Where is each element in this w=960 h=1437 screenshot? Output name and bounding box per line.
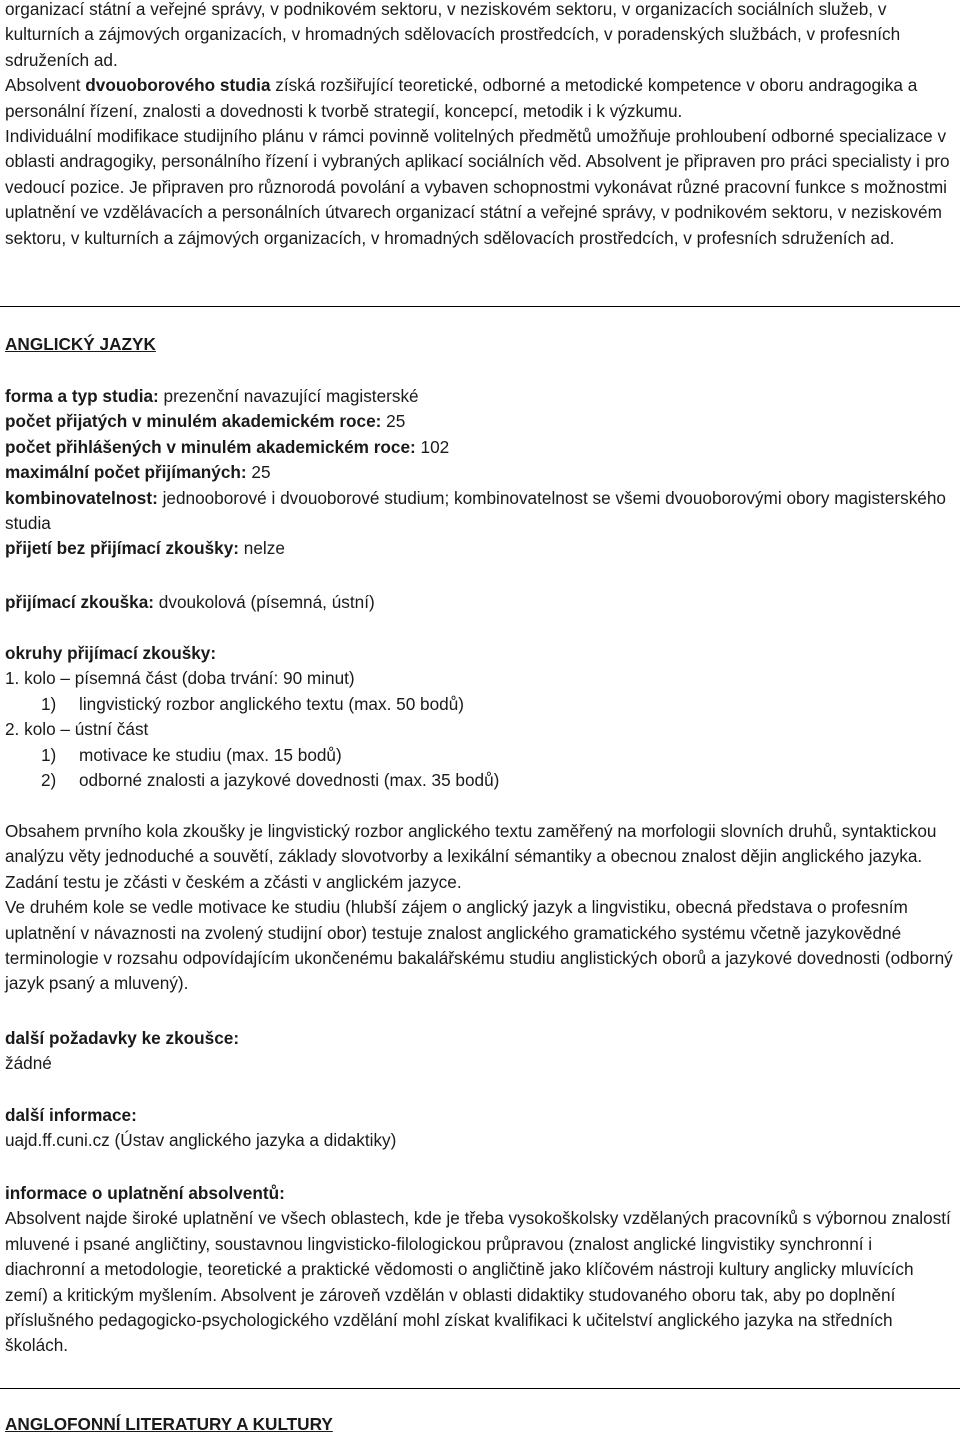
list-text: lingvistický rozbor anglického textu (max. 50 bodů) bbox=[79, 693, 464, 714]
field-label: počet přijatých v minulém akademickém roce: bbox=[5, 411, 382, 432]
exam-round-1: 1. kolo – písemná část (doba trvání: 90 minut) bbox=[5, 668, 355, 689]
list-item bbox=[5, 768, 955, 793]
intro-paragraph-2-bold: dvouoborového studia bbox=[85, 75, 271, 96]
intro-text bbox=[5, 0, 955, 251]
field-value: dvoukolová (písemná, ústní) bbox=[154, 592, 375, 612]
intro-paragraph-2-rest: získá rozšiřující teoretické, odborné a metodické kompetence v oboru andragogika a personální řízení, znalosti a dovednosti k tvorbě strategií, koncepcí, metodik i k výzkumu. bbox=[5, 75, 918, 121]
graduates-block bbox=[5, 1181, 955, 1359]
section-heading: ANGLICKÝ JAZYK bbox=[5, 334, 156, 354]
next-section-heading-block bbox=[5, 1412, 955, 1437]
section-divider bbox=[0, 1388, 960, 1389]
field-value: 25 bbox=[246, 462, 271, 483]
field-label: maximální počet přijímaných: bbox=[5, 462, 247, 483]
graduates-value: Absolvent najde široké uplatnění ve všech oblastech, kde je třeba vysokoškolsky vzdělaných pracovníků s výbornou znalostí mluvené i psané angličtiny, soustavnou lingvisticko-filologickou průpravou (znalost anglické lingvistiky synchronní i diachronní a metodologie, teoretické a praktické vědomosti o angličtině jako klíčovém nástroji kultury anglicky mluvících zemí) a kritickým myšlením. Absolvent je zároveň vzdělán v oblasti didaktiky studovaného oboru tak, aby po doplnění příslušného pedagogicko-psychologického vzdělání mohl získat kvalifikaci k učitelství anglického jazyka na středních školách. bbox=[5, 1208, 951, 1356]
field-label: forma a typ studia: bbox=[5, 386, 159, 406]
list-text: motivace ke studiu (max. 15 bodů) bbox=[79, 744, 342, 765]
field-label: kombinovatelnost: bbox=[5, 487, 158, 508]
field-value: 25 bbox=[381, 411, 406, 432]
requirements-block bbox=[5, 1026, 955, 1077]
next-section-heading: ANGLOFONNÍ LITERATURY A KULTURY bbox=[5, 1414, 333, 1434]
list-item bbox=[5, 692, 955, 717]
exam-topics bbox=[5, 641, 955, 793]
field-exam bbox=[5, 590, 955, 615]
exam-content-paragraph-1: Obsahem prvního kola zkoušky je lingvistický rozbor anglického textu zaměřený na morfologii slovních druhů, syntaktickou analýzu věty jednoduché a souvětí, základy slovotvorby a lexikální sémantiky a obecnou znalost dějin anglického jazyka. Zadání testu je zčásti v českém a zčásti v anglickém jazyce. bbox=[5, 821, 937, 892]
intro-paragraph-3: Individuální modifikace studijního plánu v rámci povinně volitelných předmětů umožňuje prohloubení odborné specializace v oblasti andragogiky, personálního řízení i vybraných aplikací sociálních věd. Absolvent je připraven pro práci specialisty i pro vedoucí pozice. Je připraven pro různorodá povolání a vybaven schopnostmi vykonávat různé pracovní funkce s možnostmi uplatnění ve vzdělávacích a personálních útvarech organizací státní a veřejné správy, v podnikovém sektoru, v neziskovém sektoru, v kulturních a zájmových organizacích, v hromadných sdělovacích prostředcích, v profesních sdruženích ad. bbox=[5, 126, 950, 248]
exam-content-paragraph-2: Ve druhém kole se vedle motivace ke studiu (hlubší zájem o anglický jazyk a lingvistiku, obecná představa o profesním uplatnění v návaznosti na zvolený studijní obor) testuje znalost anglického gramatického systému včetně jazykovědné terminologie v rozsahu odpovídajícím ukončenému bakalářskému studiu anglistických oborů a jazykové dovednosti (odborný jazyk psaný a mluvený). bbox=[5, 897, 953, 994]
field-study-form bbox=[5, 384, 955, 409]
list-number: 2) bbox=[41, 770, 57, 791]
field-max-admitted bbox=[5, 460, 955, 485]
exam-content bbox=[5, 819, 955, 997]
intro-paragraph-2 bbox=[5, 73, 955, 124]
field-value: prezenční navazující magisterské bbox=[158, 386, 419, 406]
intro-paragraph-1: organizací státní a veřejné správy, v podnikovém sektoru, v neziskovém sektoru, v organizacích sociálních služeb, v kulturních a zájmových organizacích, v hromadných sdělovacích prostředcích, v poradenských službách, v profesních sdruženích ad. bbox=[5, 0, 901, 70]
exam-block bbox=[5, 590, 955, 615]
section-heading-block bbox=[5, 332, 955, 357]
field-admitted-count bbox=[5, 409, 955, 434]
field-label: počet přihlášených v minulém akademickém roce: bbox=[5, 436, 416, 457]
requirements-label: další požadavky ke zkoušce: bbox=[5, 1028, 240, 1048]
field-label: přijetí bez přijímací zkoušky: bbox=[5, 538, 240, 559]
list-text: odborné znalosti a jazykové dovednosti (max. 35 bodů) bbox=[79, 770, 500, 791]
field-label: přijímací zkouška: bbox=[5, 592, 155, 612]
intro-paragraph-2-lead: Absolvent bbox=[5, 75, 86, 96]
graduates-label: informace o uplatnění absolventů: bbox=[5, 1183, 285, 1203]
exam-round-2: 2. kolo – ústní část bbox=[5, 719, 149, 740]
field-value: jednooborové i dvouoborové studium; kombinovatelnost se všemi dvouoborovými obory magisterského studia bbox=[5, 487, 946, 534]
field-value: nelze bbox=[239, 538, 285, 559]
list-number: 1) bbox=[41, 693, 57, 714]
field-applicants-count bbox=[5, 435, 955, 460]
info-label: další informace: bbox=[5, 1105, 137, 1125]
info-value: uajd.ff.cuni.cz (Ústav anglického jazyka a didaktiky) bbox=[5, 1130, 397, 1151]
list-number: 1) bbox=[41, 744, 57, 765]
field-value: 102 bbox=[415, 436, 450, 457]
info-block bbox=[5, 1103, 955, 1154]
field-no-exam-admission bbox=[5, 536, 955, 561]
section-divider bbox=[0, 306, 960, 307]
requirements-value: žádné bbox=[5, 1053, 52, 1074]
study-fields bbox=[5, 384, 955, 562]
list-item bbox=[5, 743, 955, 768]
field-combinability bbox=[5, 486, 955, 537]
exam-topics-label: okruhy přijímací zkoušky: bbox=[5, 643, 217, 663]
